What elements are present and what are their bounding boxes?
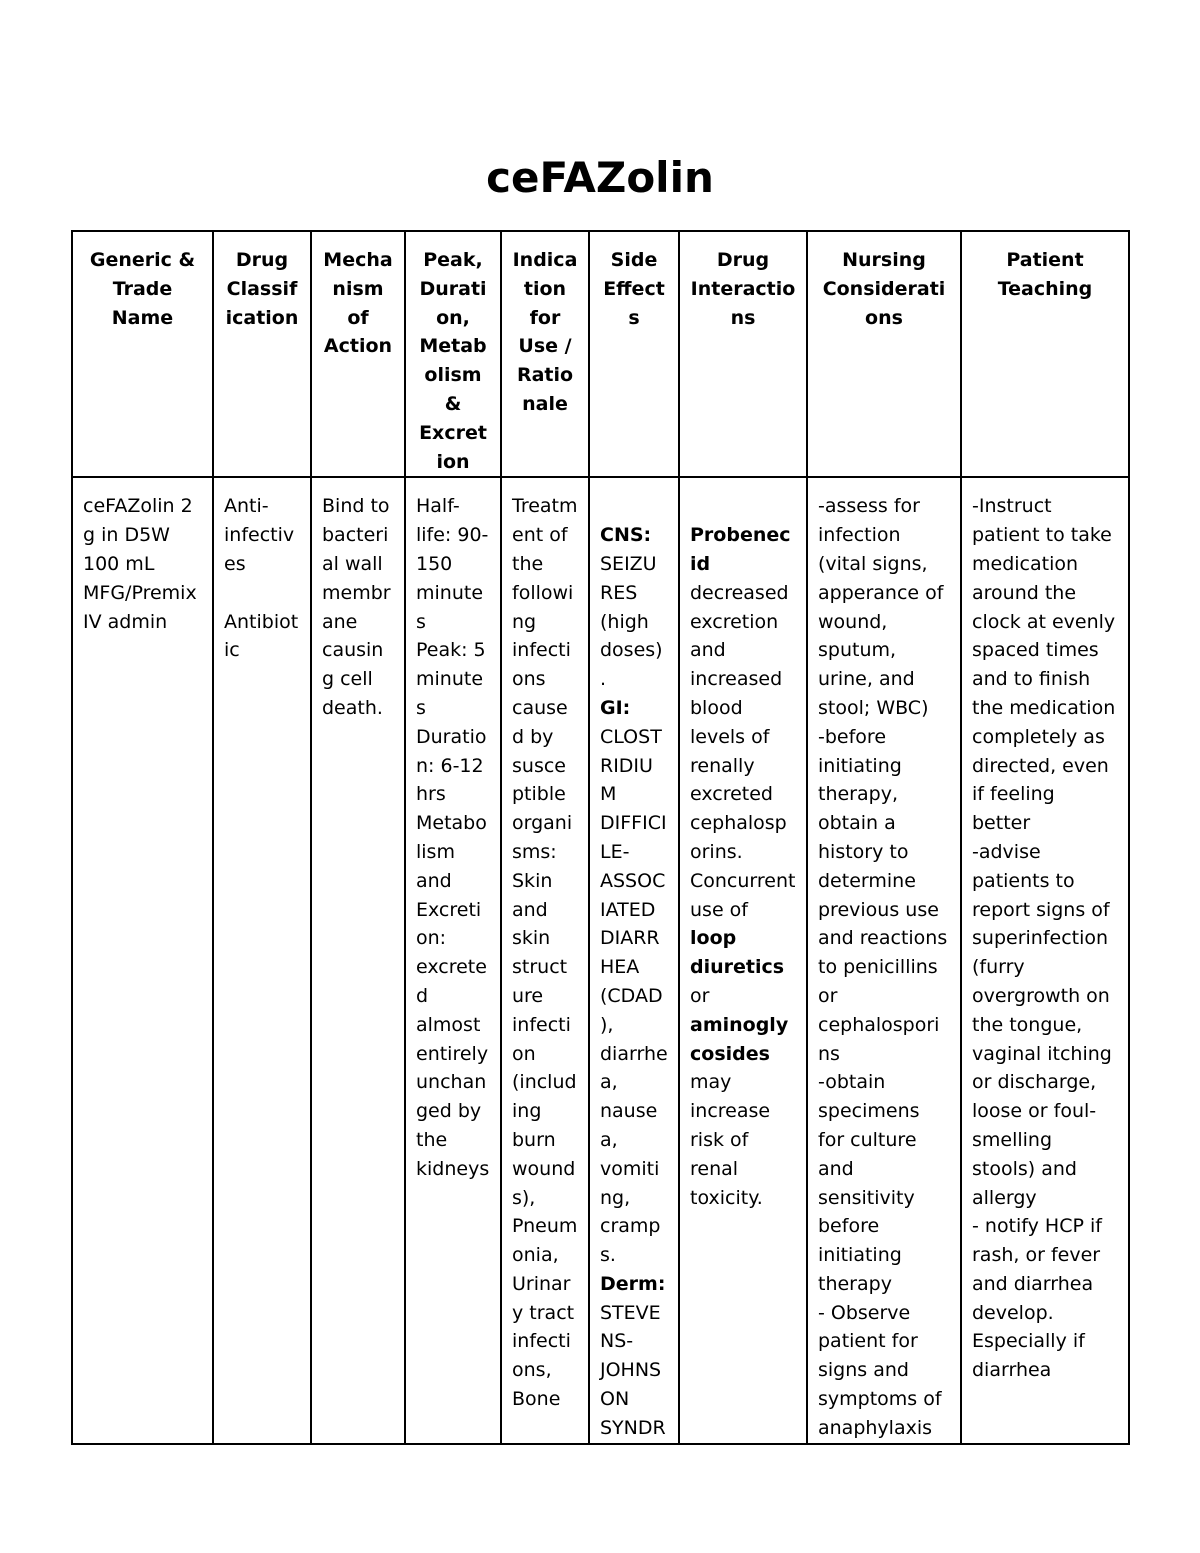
interaction-effect: decreased excretion and increased blood levels of renally excreted cephalosporins. Concurrent use of (690, 581, 796, 921)
side-effect-item (600, 694, 668, 1270)
side-effect-label: GI: (600, 696, 631, 719)
side-effect-item (600, 521, 668, 694)
header-patient-teaching: Patient Teaching (961, 231, 1129, 477)
cell-drug-interactions (679, 477, 807, 1443)
interaction-connector: or (690, 984, 710, 1007)
cell-indication (501, 477, 589, 1443)
nursing-item: -assess for infection (vital signs, apperance of wound, sputum, urine, and stool; WBC) (818, 495, 944, 719)
header-row (72, 231, 1129, 477)
page-title: ceFAZolin (486, 153, 714, 202)
classification-item: Antibiotic (224, 610, 299, 662)
cell-side-effects (589, 477, 679, 1443)
side-effect-label: Derm: (600, 1272, 666, 1295)
cell-patient-teaching (961, 477, 1129, 1443)
pk-item: Duration: 6-12 hrs (416, 725, 487, 806)
header-mechanism-of-action: Mechanism of Action (311, 231, 405, 477)
side-effect-text: STEVENS-JOHNSON SYNDR (600, 1301, 666, 1439)
nursing-item: -obtain specimens for culture and sensitivity before initiating therapy (818, 1071, 920, 1295)
cell-classification (213, 477, 311, 1443)
classification-item: Anti-infectives (224, 495, 295, 575)
header-pharmacokinetics: Peak, Duration, Metabolism & Excretion (405, 231, 501, 477)
cell-nursing-considerations (807, 477, 961, 1443)
mechanism-text: Bind to bacterial wall membrane causing cell death. (322, 495, 391, 719)
header-nursing-considerations: Nursing Considerations (807, 231, 961, 477)
nursing-item: - Observe patient for signs and symptoms of anaphylaxis (818, 1301, 942, 1439)
teaching-item: -Instruct patient to take medication around the clock at evenly spaced times and to finish the medication completely as directed, even if feeling better (972, 495, 1116, 835)
generic-name-text: ceFAZolin 2 g in D5W 100 mL MFG/Premix IV admin (83, 495, 197, 633)
side-effect-item (600, 1270, 668, 1443)
pk-item: Peak: 5 minutes (416, 639, 486, 719)
interactions-text (690, 521, 796, 1212)
cell-mechanism (311, 477, 405, 1443)
table-row (72, 477, 1129, 1443)
side-effect-label: CNS: (600, 524, 652, 547)
teaching-item: -advise patients to report signs of superinfection (furry overgrowth on the tongue, vaginal itching or discharge, loose or foul-smelling stools) and allergy (972, 840, 1112, 1209)
interacting-drug: Probenecid (690, 524, 791, 575)
header-indication: Indication for Use / Rationale (501, 231, 589, 477)
pk-item: Metabolism and Excretion: excreted almost entirely unchanged by the kidneys (416, 812, 490, 1180)
header-generic-trade-name: Generic & Trade Name (72, 231, 213, 477)
cell-generic-name (72, 477, 213, 1443)
interaction-effect: may increase risk of renal toxicity. (690, 1071, 771, 1209)
side-effect-text: SEIZURES (high doses). (600, 552, 663, 691)
interacting-drug: aminoglycosides (690, 1013, 789, 1065)
nursing-item: -before initiating therapy, obtain a history to determine previous use and reactions to penicillins or cephalosporins (818, 725, 948, 1065)
side-effect-text: CLOSTRIDIUM DIFFICILE-ASSOCIATED DIARRHEA (CDAD), diarrhea, nausea, vomiting, cramps. (600, 725, 668, 1267)
header-drug-interactions: Drug Interactions (679, 231, 807, 477)
indication-text: Treatment of the following infections caused by susceptible organisms: Skin and skin structure infection (including burn wounds), Pneumonia, Urinary tract infections, Bone (512, 495, 578, 1411)
pk-item: Half-life: 90-150 minutes (416, 495, 489, 633)
interacting-drug: loop diuretics (690, 927, 785, 979)
header-side-effects: Side Effects (589, 231, 679, 477)
teaching-item: - notify HCP if rash, or fever and diarrhea develop. Especially if diarrhea (972, 1215, 1102, 1382)
cell-pharmacokinetics (405, 477, 501, 1443)
header-drug-classification: Drug Classification (213, 231, 311, 477)
drug-card-table (71, 230, 1130, 1445)
